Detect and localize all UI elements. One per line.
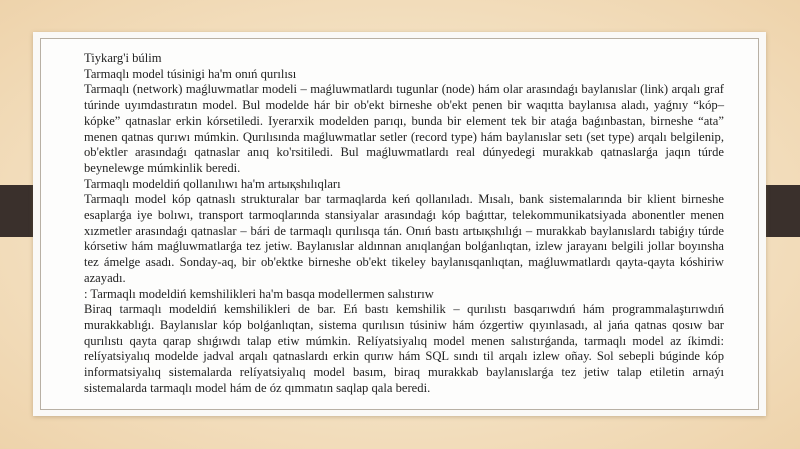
paragraph-drawbacks: Biraq tarmaqlı modeldiń kemshilikleri de bar. Eń bastı kemshilik – qurılıstı basqarıwdıń hám programmalaştırıwdıń murakkablıǵı. Baylanıslar kóp bolǵanlıqtan, sistema qurılısın túsiniw hám ózgertiw qıyınlasadı, al jańa qatnas qosıw bar qurılıstı qayta qarap shıǵıwdı talap etiw múmkin. Relíyatsiyalıq model menen salıstırǵanda, tarmaqlı model az íkimdi: relíyatsiyalıq modelde jadval arqalı qatnaslardı erkin qurıw hám SQL sındı til arqalı izlew oñay. Sol sebepli búginde kóp informatsiyalıq sistemalarda relíyatsiyalıq model basım, biraq murakkab baylanıslarǵa tez jetiw talap etiletin arnaýı sistemalarda tarmaqlı model hám de óz qımmatın saqlap qala beredi. (84, 302, 724, 395)
decorative-band-right (766, 185, 800, 237)
decorative-band-left (0, 185, 34, 237)
slide (33, 32, 766, 416)
section-heading: Tiykarg'i búlim (84, 51, 162, 65)
subheading-usage: Tarmaqlı modeldiń qollanılıwı ha'm artықshılıqları (84, 176, 341, 191)
slide-frame (40, 38, 759, 410)
subheading-structure: Tarmaqlı model túsinigi ha'm onıń qurılısı (84, 66, 297, 81)
slide-text (84, 51, 724, 396)
subheading-drawbacks: : Tarmaqlı modeldiń kemshilikleri ha'm basqa modellermen salıstırıw (84, 286, 434, 301)
paragraph-usage: Tarmaqlı model kóp qatnaslı strukturalar bar tarmaqlarda keń qollanıladı. Mısalı, bank sistemalarında bir klient birneshe esaplarǵa iye bolıwı, transport tarmoqlarında stansiyalar arasındaǵı kóp baǵıttar, telekommunikatsiyada abonentler menen xızmetler arasındaǵı qatnaslar – bári de tarmaqlı qurılısqa tán. Onıń bastı artықshılıǵı – murakkab baylanıslardı tabiǵıy túrde kórsetiw hám maǵluwmatlarǵa tez jetiw. Baylanıslar aldınnan anıqlanǵan bolǵanlıqtan, izlew jarayanı belgili jollar boyınsha tez ámelge asadı. Sonday-aq, bir ob'ektke birneshe ob'ekt tikeley baylanısqanlıqtan, maǵluwmatlardı qayta-qayta kóshiriw azayadı. (84, 192, 724, 285)
paragraph-structure: Tarmaqlı (network) maǵluwmatlar modeli – maǵluwmatlardı tugunlar (node) hám olar arasındaǵı baylanıslar (link) arqalı graf túrinde uyımdastıratın model. Bul modelde hár bir ob'ekt birneshe ob'ekt penen bir waqıtta baylanısa aladı, yaǵnıy “kóp–kópke” qatnaslar erkin kórsetiledi. Iyerarxik modelden parıqı, bunda bir element tek bir ataǵa baǵınbastan, birneshe “ata” menen qatnas qurıwı múmkin. Qurılısında maǵluwmatlar setler (record type) hám baylanıslar setı (set type) arqalı belgilenip, ob'ektler arasındaǵı qatnaslar anıq ko'rsitiledi. Bul maǵluwmatlardı real dúnyedegi murakkab qatnaslarǵa jaqın túrde beynelewge múmkinlik beredi. (84, 82, 724, 175)
